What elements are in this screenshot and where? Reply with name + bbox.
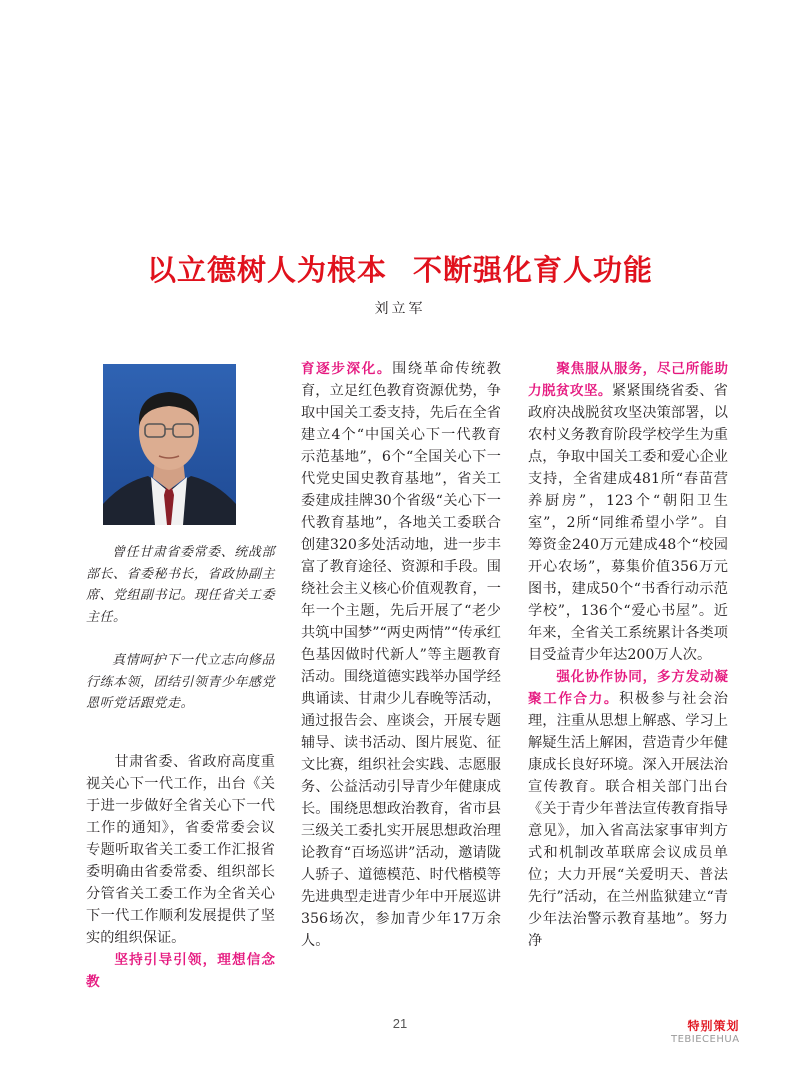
article-title: [0, 248, 800, 289]
body-paragraph: [528, 666, 728, 952]
column-1: [86, 542, 275, 993]
body-text: 积极参与社会治理，注重从思想上解惑、学习上解疑生活上解困，营造青少年健康成长良好环境。深入开展法治宣传教育。联合相关部门出台《关于青少年普法宣传教育指导意见》，加入省高法家事审判方式和机制改革联席会议成员单位；大力开展“关爱明天、普法先行”活动，在兰州监狱建立“青少年法治警示教育基地”。努力净: [528, 691, 728, 949]
title-part-2: 不断强化育人功能: [413, 253, 654, 287]
column-2: [301, 358, 501, 952]
author-bio: [86, 542, 275, 715]
body-paragraph: [528, 358, 728, 666]
body-text: 紧紧围绕省委、省政府决战脱贫攻坚决策部署，以农村义务教育阶段学校学生为重点，争取中国关工委和爱心企业支持，全省建成481所“春苗营养厨房”，123个“朝阳卫生室”，2所“同维希望小学”。自筹资金240万元建成48个“校园开心农场”，募集价值356万元图书，建成50个“书香行动示范学校”，136个“爱心书屋”。近年来，全省关工系统累计各类项目受益青少年达200万人次。: [528, 383, 728, 663]
column-3: [528, 358, 728, 952]
bio-paragraph-1: 曾任甘肃省委常委、统战部部长、省委秘书长，省政协副主席、党组副书记。现任省关工委主任。: [86, 545, 276, 625]
heading-1-start: 坚持引导引领，理想信念教: [86, 951, 275, 990]
bio-paragraph-2: 真情呵护下一代立志向修品行练本领，团结引领青少年感党恩听党话跟党走。: [86, 653, 276, 711]
brand-en: TEBIECEHUA: [671, 1034, 740, 1045]
section-heading: [86, 949, 275, 993]
body-text: 围绕革命传统教育，立足红色教育资源优势，争取中国关工委支持，先后在全省建立4个“中国关心下一代教育示范基地”，6个“全国关心下一代党史国史教育基地”，省关工委建成挂牌30个省级“关心下一代教育基地”，各地关工委联合创建320多处活动地，进一步丰富了教育途径、资源和手段。围绕社会主义核心价值观教育，一年一个主题，先后开展了“老少共筑中国梦”“两史两情”“传承红色基因做时代新人”等主题教育活动。围绕道德实践举办国学经典诵读、甘肃少儿春晚等活动，通过报告会、座谈会，开展专题辅导、读书活动、图片展览、征文比赛，组织社会实践、志愿服务、公益活动引导青少年健康成长。围绕思想政治教育，省市县三级关工委扎实开展思想政治理论教育“百场巡讲”活动，邀请陇人骄子、道德模范、时代楷模等先进典型走进青少年中开展巡讲356场次，参加青少年17万余人。: [301, 361, 501, 949]
heading-1-end: 育逐步深化。: [301, 361, 393, 377]
heading-2: 聚焦服从服务，尽己所能助力脱贫攻坚。: [528, 361, 728, 399]
author-photo: [103, 364, 236, 525]
section-brand: [671, 1017, 740, 1045]
author-name: 刘立军: [374, 301, 426, 317]
title-part-1: 以立德树人为根本: [146, 253, 387, 287]
body-paragraph: [301, 358, 501, 952]
brand-cn: 特别策划: [687, 1019, 740, 1033]
heading-3: 强化协作协同，多方发动凝聚工作合力。: [528, 669, 728, 707]
body-paragraph: 甘肃省委、省政府高度重视关心下一代工作，出台《关于进一步做好全省关心下一代工作的通知》，省委常委会议专题听取省关工委工作汇报省委明确由省委常委、组织部长分管省关工委工作为全省关心下一代工作顺利发展提供了坚实的组织保证。: [86, 753, 275, 946]
page-number: 21: [392, 1016, 408, 1031]
